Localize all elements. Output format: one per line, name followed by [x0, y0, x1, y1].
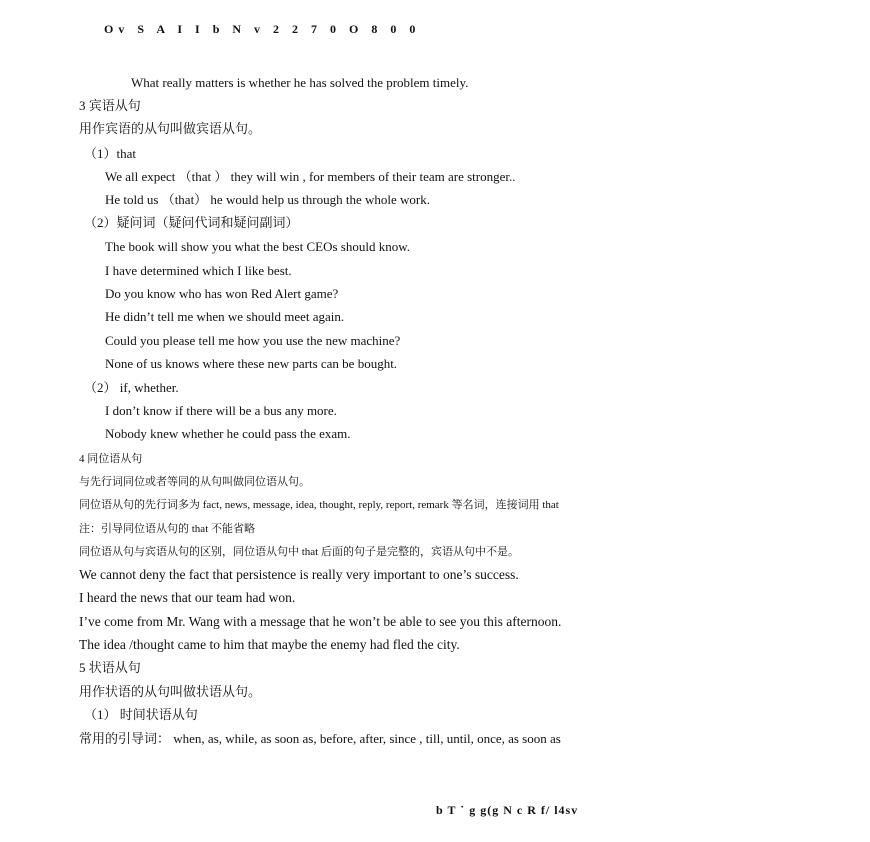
example-sentence: The idea /thought came to him that maybe the enemy had fled the city. [79, 637, 460, 652]
definition-text: 与先行词同位或者等同的从句叫做同位语从句。 [79, 476, 310, 488]
example-sentence: I don’t know if there will be a bus any more. [105, 403, 337, 418]
note-text: 注：引导同位语从句的 that 不能省略 [79, 523, 255, 535]
subsection-heading: （1）that [84, 146, 136, 161]
example-sentence: I heard the news that our team had won. [79, 590, 296, 605]
definition-text: 用作状语的从句叫做状语从句。 [79, 684, 262, 699]
example-sentence: Do you know who has won Red Alert game? [105, 286, 339, 301]
example-sentence: He didn’t tell me when we should meet again. [105, 309, 345, 324]
example-sentence: Could you please tell me how you use the new machine? [105, 333, 401, 348]
page-header-garbled: Ov S A I I b N v 2 2 7 0 O 8 0 0 [104, 22, 421, 36]
example-sentence: I have determined which I like best. [105, 263, 292, 278]
example-sentence: I’ve come from Mr. Wang with a message that he won’t be able to see you this afternoon. [79, 614, 562, 629]
example-sentence: He told us （that） he would help us through the whole work. [105, 192, 430, 207]
subsection-heading: （2）疑问词（疑问代词和疑问副词） [84, 215, 299, 230]
example-sentence: What really matters is whether he has solved the problem timely. [131, 75, 469, 90]
example-sentence: We cannot deny the fact that persistence is really very important to one’s success. [79, 567, 519, 582]
example-sentence: None of us knows where these new parts can be bought. [105, 356, 398, 371]
example-sentence: The book will show you what the best CEOs should know. [105, 239, 410, 254]
definition-text: 用作宾语的从句叫做宾语从句。 [79, 121, 262, 136]
example-sentence: We all expect （that ） they will win , for members of their team are stronger.. [105, 169, 516, 184]
explanation-text: 同位语从句与宾语从句的区别，同位语从句中 that 后面的句子是完整的，宾语从句中不是。 [79, 546, 519, 558]
explanation-text: 同位语从句的先行词多为 fact, news, message, idea, thought, reply, report, remark 等名词，连接词用 that [79, 499, 559, 511]
section-heading: 4 同位语从句 [79, 453, 143, 465]
subsection-heading: （1） 时间状语从句 [84, 707, 198, 722]
explanation-text: 常用的引导词： when, as, while, as soon as, before, after, since , till, until, once, as soon as [79, 731, 561, 746]
section-heading: 3 宾语从句 [79, 98, 141, 113]
subsection-heading: （2） if, whether. [84, 380, 179, 395]
section-heading: 5 状语从句 [79, 660, 141, 675]
page-footer-garbled: b T ˙ g g(g N c R f/ l4sv [436, 803, 579, 817]
example-sentence: Nobody knew whether he could pass the exam. [105, 426, 351, 441]
